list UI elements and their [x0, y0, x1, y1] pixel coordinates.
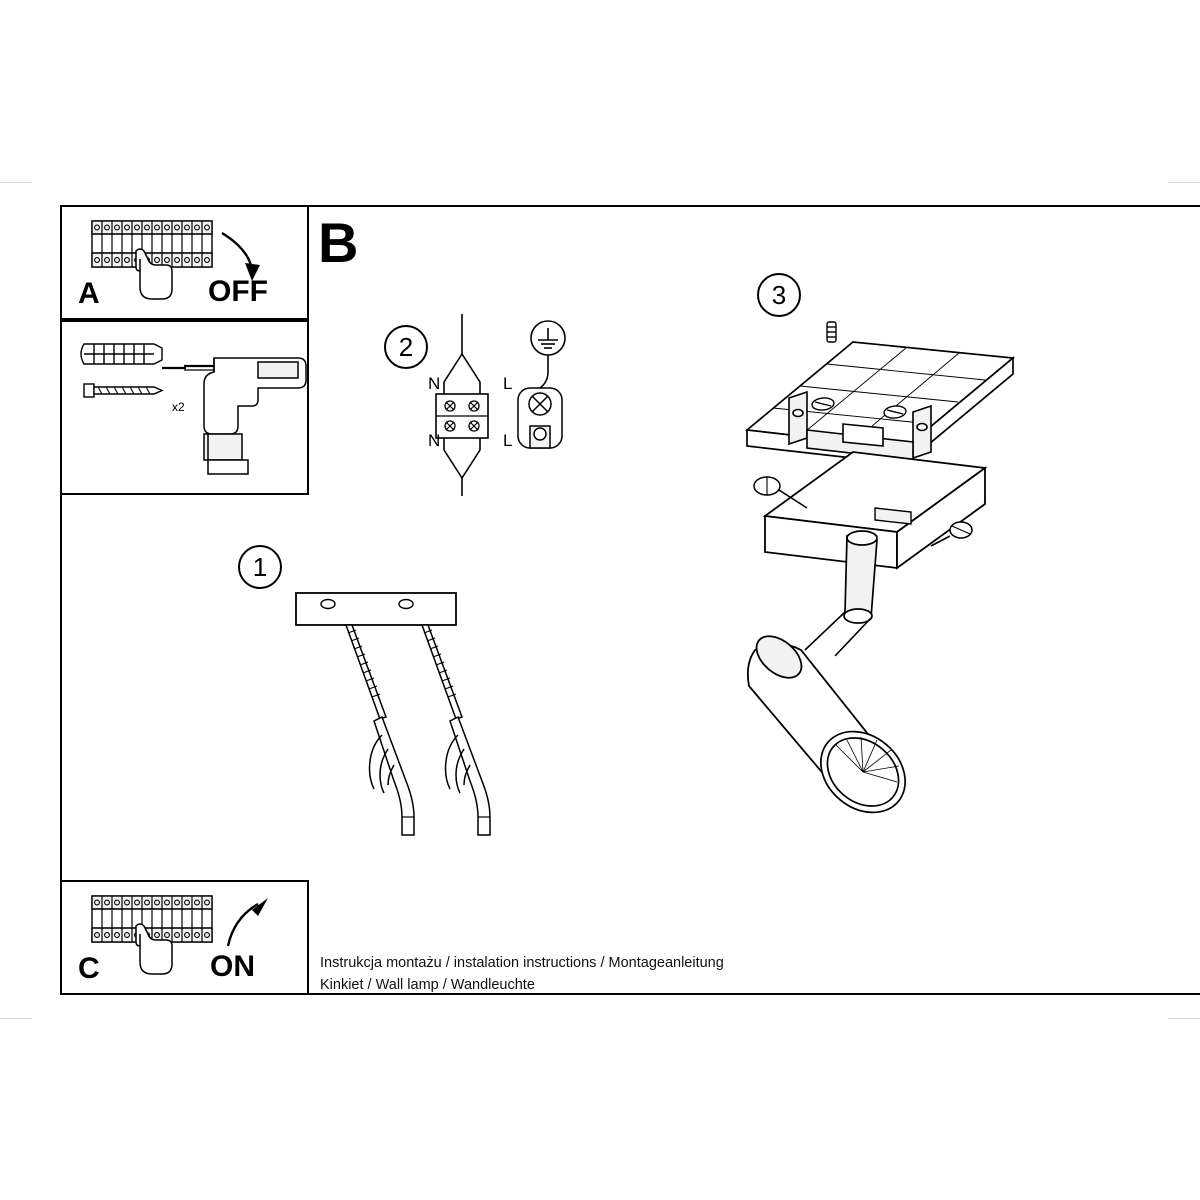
screw-icon	[84, 384, 162, 397]
step-1-mount-plate-diagram	[290, 585, 560, 855]
panel-a-letter: A	[78, 277, 100, 310]
wire-label-l-bottom: L	[503, 431, 513, 450]
step-1-number: 1	[252, 551, 268, 582]
step-3-number: 3	[771, 279, 787, 310]
earth-ground-symbol	[531, 321, 565, 388]
footer-line-1: Instrukcja montażu / instalation instructions / Montageanleitung	[320, 955, 724, 971]
terminal-connector-icon	[518, 388, 562, 448]
wire-label-n-top: N	[428, 374, 441, 393]
panel-power-off	[60, 205, 309, 320]
page-edge-mark-top-right	[1168, 182, 1200, 183]
footer-line-2: Kinkiet / Wall lamp / Wandleuchte	[320, 977, 535, 994]
step-2-number: 2	[398, 331, 414, 362]
wall-plug-icon	[81, 344, 162, 364]
tools-quantity-label: x2	[172, 400, 185, 414]
step-3-lamp-assembly-diagram	[735, 320, 1025, 860]
page-edge-mark-bottom-right	[1168, 1018, 1200, 1019]
footer-text	[320, 952, 1020, 997]
wire-label-l-top: L	[503, 374, 513, 393]
step-2-wiring-diagram	[400, 310, 600, 500]
panel-power-on	[60, 880, 309, 995]
step-3-badge	[757, 273, 801, 317]
wire-label-n-bottom: N	[428, 431, 441, 450]
panel-tools	[60, 320, 309, 495]
power-drill-icon	[162, 358, 306, 474]
step-1-badge	[238, 545, 282, 589]
section-label-b: B	[318, 211, 359, 274]
page-edge-mark-bottom-left	[0, 1018, 32, 1019]
panel-a-action-label: OFF	[208, 275, 268, 308]
panel-c-action-label: ON	[210, 950, 255, 983]
page-edge-mark-top-left	[0, 182, 32, 183]
panel-c-letter: C	[78, 952, 100, 985]
